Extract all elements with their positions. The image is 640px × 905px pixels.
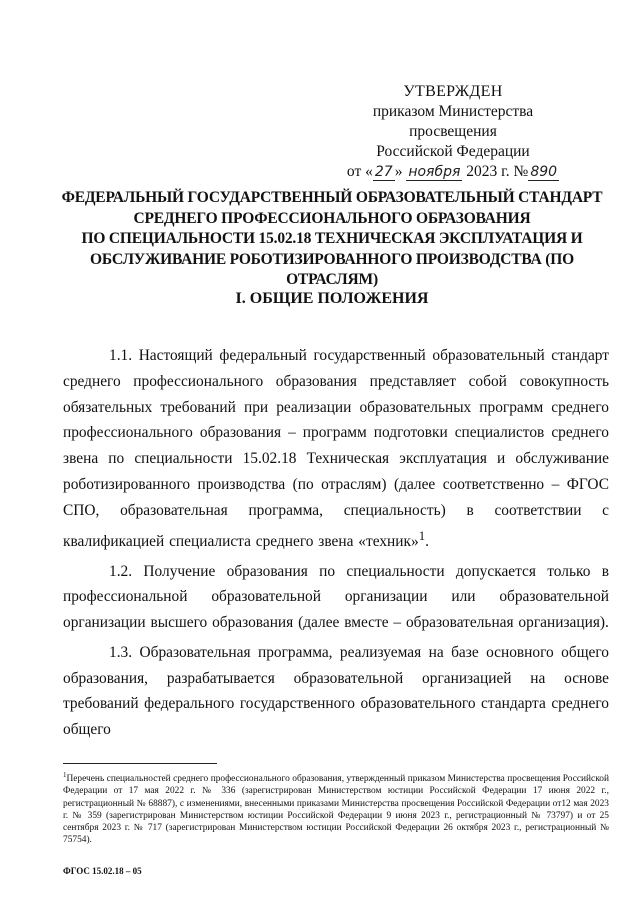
approval-heading: УТВЕРЖДЕН <box>403 83 503 100</box>
title-line-2: СРЕДНЕГО ПРОФЕССИОНАЛЬНОГО ОБРАЗОВАНИЯ <box>133 209 531 227</box>
footnote-mark: 1 <box>63 771 67 779</box>
handwritten-month: ноября <box>408 164 461 180</box>
footnote-text: Перечень специальностей среднего профессионального образования, утвержденный приказом Министерства просвещения Российской Федерации от 17 мая 2022 г. № 336 (зарегистрирован Министерством юстиции Российской Федерации 17 июня 2022 г., регистрационный № 68887), с изменениями, внесенными приказами Министерства просвещения Российской Федерации от12 мая 2023 г. № 359 (зарегистрирован Министерством юстиции Российской Федерации 9 июня 2023 г., регистрационный № 73797) и от 25 сентября 2023 г. № 717 (зарегистрирован Министерством юстиции Российской Федерации 26 октября 2023 г., регистрационный № 75754). <box>63 774 609 846</box>
footnote-divider <box>63 763 217 764</box>
paragraph-1-1-end: . <box>425 532 429 550</box>
approval-line-1: приказом Министерства просвещения <box>372 103 534 140</box>
title-line-3: ПО СПЕЦИАЛЬНОСТИ 15.02.18 ТЕХНИЧЕСКАЯ ЭКСПЛУАТАЦИЯ И <box>81 230 583 247</box>
paragraph-1-1 <box>63 343 609 555</box>
approval-block <box>328 82 578 182</box>
approval-date-line <box>328 162 578 182</box>
paragraph-1-1-text: 1.1. Настоящий федеральный государственный образовательный стандарт среднего профессионального образования представляет собой совокупность обязательных требований при реализации образовательных программ среднего профессионального образования – программ подготовки специалистов среднего звена по специальности 15.02.18 Техническая эксплуатация и обслуживание роботизированного производства (по отраслям) (далее соответственно – ФГОС СПО, образовательная программа, специальность) в соответствии с квалификацией специалиста среднего звена «техник» <box>63 347 609 550</box>
paragraph-1-2: 1.2. Получение образования по специальности допускается только в профессиональной образовательной организации или образовательной организации высшего образования (далее вместе – образовательная организация). <box>63 562 609 632</box>
date-year: 2023 г. № <box>466 163 529 180</box>
handwritten-number: 890 <box>530 164 558 180</box>
footnote-reference[interactable]: 1 <box>418 528 426 543</box>
approval-line-2: Российской Федерации <box>376 143 530 160</box>
date-mid: » <box>394 163 403 180</box>
title-line-4: ОБСЛУЖИВАНИЕ РОБОТИЗИРОВАННОГО ПРОИЗВОДСТВА (ПО ОТРАСЛЯМ) <box>90 250 574 288</box>
title-line-1: ФЕДЕРАЛЬНЫЙ ГОСУДАРСТВЕННЫЙ ОБРАЗОВАТЕЛЬНЫЙ СТАНДАРТ <box>61 189 603 206</box>
date-prefix: от « <box>346 163 373 180</box>
body-text <box>63 343 609 743</box>
section-heading: I. ОБЩИЕ ПОЛОЖЕНИЯ <box>235 290 429 307</box>
page-code: ФГОС 15.02.18 – 05 <box>63 866 142 876</box>
footnote <box>63 769 609 846</box>
handwritten-day: 27 <box>374 164 393 180</box>
paragraph-1-3: 1.3. Образовательная программа, реализуемая на базе основного общего образования, разрабатывается образовательной организацией на основе требований федерального государственного образовательного стандарта среднего общего <box>63 643 609 739</box>
document-title <box>52 188 612 291</box>
